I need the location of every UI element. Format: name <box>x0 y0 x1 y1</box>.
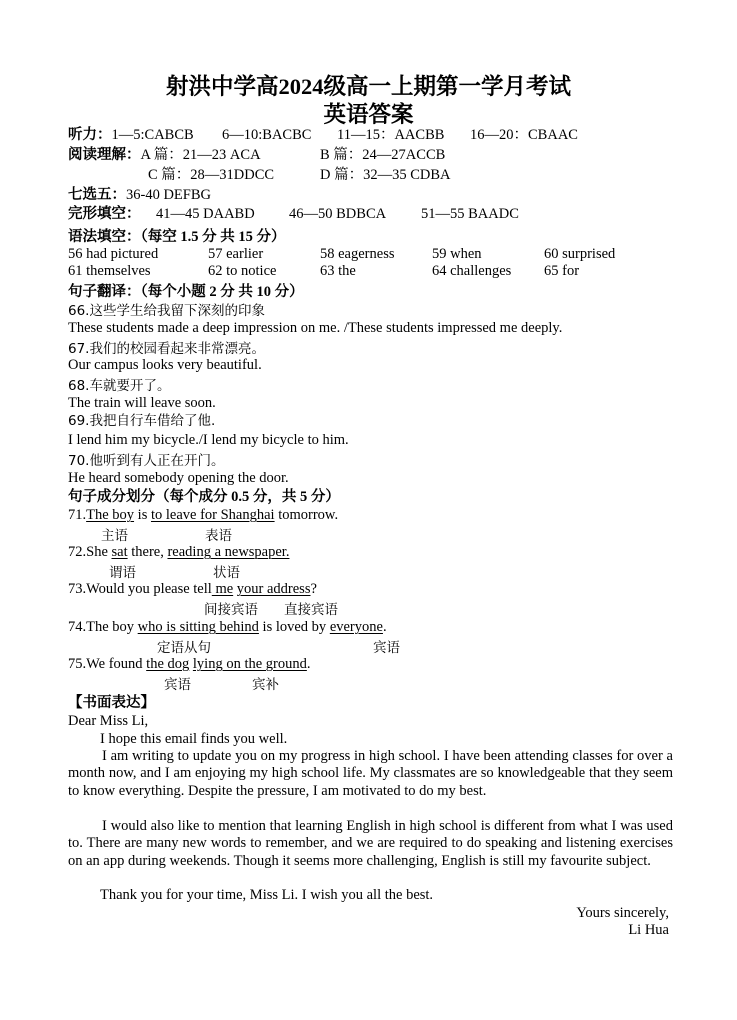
grammar-answer: 63 the <box>320 263 356 279</box>
predicative-span: to leave for Shanghai <box>150 507 275 523</box>
role-label: 直接宾语 <box>284 602 338 617</box>
cloze-label: 完形填空： <box>68 206 141 222</box>
translation-en: I lend him my bicycle./I lend my bicycle to him. <box>68 432 349 448</box>
grammar-label: 语法填空：（每空 1.5 分 共 15 分） <box>68 229 286 245</box>
translation-label: 句子翻译：（每个小题 2 分 共 10 分） <box>68 284 304 300</box>
adverbial-span: reading a newspaper. <box>167 544 290 560</box>
reading-part: B 篇：24—27ACCB <box>320 147 446 163</box>
cloze-row <box>68 206 141 223</box>
listening-answer: 16—20：CBAAC <box>470 127 578 143</box>
role-label: 主语 <box>101 528 128 543</box>
seven-five-label: 七选五： <box>68 187 126 203</box>
role-label: 间接宾语 <box>204 602 258 617</box>
letter-opening: I hope this email finds you well. <box>100 731 288 747</box>
letter-closing: Thank you for your time, Miss Li. I wish you all the best. <box>100 887 434 903</box>
grammar-answer: 60 surprised <box>544 246 616 262</box>
grammar-answer: 56 had pictured <box>68 246 159 262</box>
seven-five-answer: 36-40 DEFBG <box>126 187 211 203</box>
role-label: 定语从句 <box>157 640 211 655</box>
listening-label: 听力： <box>68 127 112 143</box>
sentence-71: 71.The boy is to leave for Shanghai tomorrow. <box>68 507 339 523</box>
role-label: 表语 <box>205 528 232 543</box>
object-span: everyone <box>329 619 383 635</box>
role-label: 状语 <box>213 565 240 580</box>
listening-answer: 6—10:BACBC <box>222 127 312 143</box>
grammar-answer: 62 to notice <box>208 263 277 279</box>
writing-label: 【书面表达】 <box>68 695 155 711</box>
reading-row <box>68 147 261 164</box>
page-subtitle: 英语答案 <box>323 102 414 127</box>
letter-paragraph: I am writing to update you on my progress in high school. I have been attending classes for over a month now, and I am enjoying my high school life. My classmates are so knowledgeable that they seem to know everything. Despite the pressure, I am motivated to do my best. <box>68 748 673 799</box>
translation-cn: 68.车就要开了。 <box>68 378 171 394</box>
grammar-answer: 64 challenges <box>432 263 512 279</box>
translation-en: These students made a deep impression on me. /These students impressed me deeply. <box>68 320 563 336</box>
reading-label: 阅读理解： <box>68 147 141 163</box>
grammar-answer: 61 themselves <box>68 263 151 279</box>
grammar-answer: 58 eagerness <box>320 246 395 262</box>
role-label: 宾语 <box>373 640 400 655</box>
sentence-72: 72.She sat there, reading a newspaper. <box>68 544 290 560</box>
letter-signoff: Yours sincerely, <box>576 905 669 921</box>
role-label: 宾语 <box>164 677 191 692</box>
letter-greeting: Dear Miss Li, <box>68 713 149 729</box>
analysis-label: 句子成分划分（每个成分 0.5 分，共 5 分） <box>68 489 340 505</box>
predicate-span: sat <box>111 544 128 560</box>
cloze-answer: 41—45 DAABD <box>156 206 255 222</box>
grammar-answer: 65 for <box>544 263 580 279</box>
page-title: 射洪中学高2024级高一上期第一学月考试 <box>165 74 571 99</box>
translation-en: The train will leave soon. <box>68 395 216 411</box>
reading-part: A 篇：21—23 ACA <box>140 147 261 163</box>
listening-answer: 1—5:CABCB <box>111 127 194 143</box>
translation-cn: 69.我把自行车借给了他. <box>68 413 216 429</box>
listening-answer: 11—15：AACBB <box>337 127 445 143</box>
seven-five-row <box>68 187 211 204</box>
role-label: 宾补 <box>252 677 279 692</box>
direct-object-span: your address <box>236 581 311 597</box>
translation-en: Our campus looks very beautiful. <box>68 357 262 373</box>
cloze-answer: 46—50 BDBCA <box>289 206 387 222</box>
reading-part: D 篇：32—35 CDBA <box>320 167 451 183</box>
translation-cn: 67.我们的校园看起来非常漂亮。 <box>68 341 265 357</box>
cloze-answer: 51—55 BAADC <box>421 206 519 222</box>
translation-cn: 70.他听到有人正在开门。 <box>68 453 225 469</box>
subject-span: The boy <box>86 507 135 523</box>
role-label: 谓语 <box>109 565 136 580</box>
listening-row <box>68 127 194 144</box>
object-complement-span: lying on the ground <box>192 656 307 672</box>
attributive-clause-span: who is sitting behind <box>137 619 259 635</box>
reading-part: C 篇：28—31DDCC <box>148 167 275 183</box>
letter-paragraph: I would also like to mention that learning English in high school is different from what I was used to. There are many new words to remember, and we are required to do speaking and listening exercises on an app during weekends. Though it seems more challenging, English is still my favourite subject. <box>68 818 673 869</box>
sentence-74: 74.The boy who is sitting behind is loved by everyone. <box>68 619 387 635</box>
translation-cn: 66.这些学生给我留下深刻的印象 <box>68 303 265 319</box>
indirect-object-span: me <box>211 581 234 597</box>
object-span: the dog <box>146 656 190 672</box>
grammar-answer: 59 when <box>432 246 482 262</box>
grammar-answer: 57 earlier <box>208 246 264 262</box>
sentence-75: 75.We found the dog lying on the ground. <box>68 656 311 672</box>
letter-signature: Li Hua <box>628 922 669 938</box>
translation-en: He heard somebody opening the door. <box>68 470 289 486</box>
sentence-73: 73.Would you please tell me your address? <box>68 581 317 597</box>
